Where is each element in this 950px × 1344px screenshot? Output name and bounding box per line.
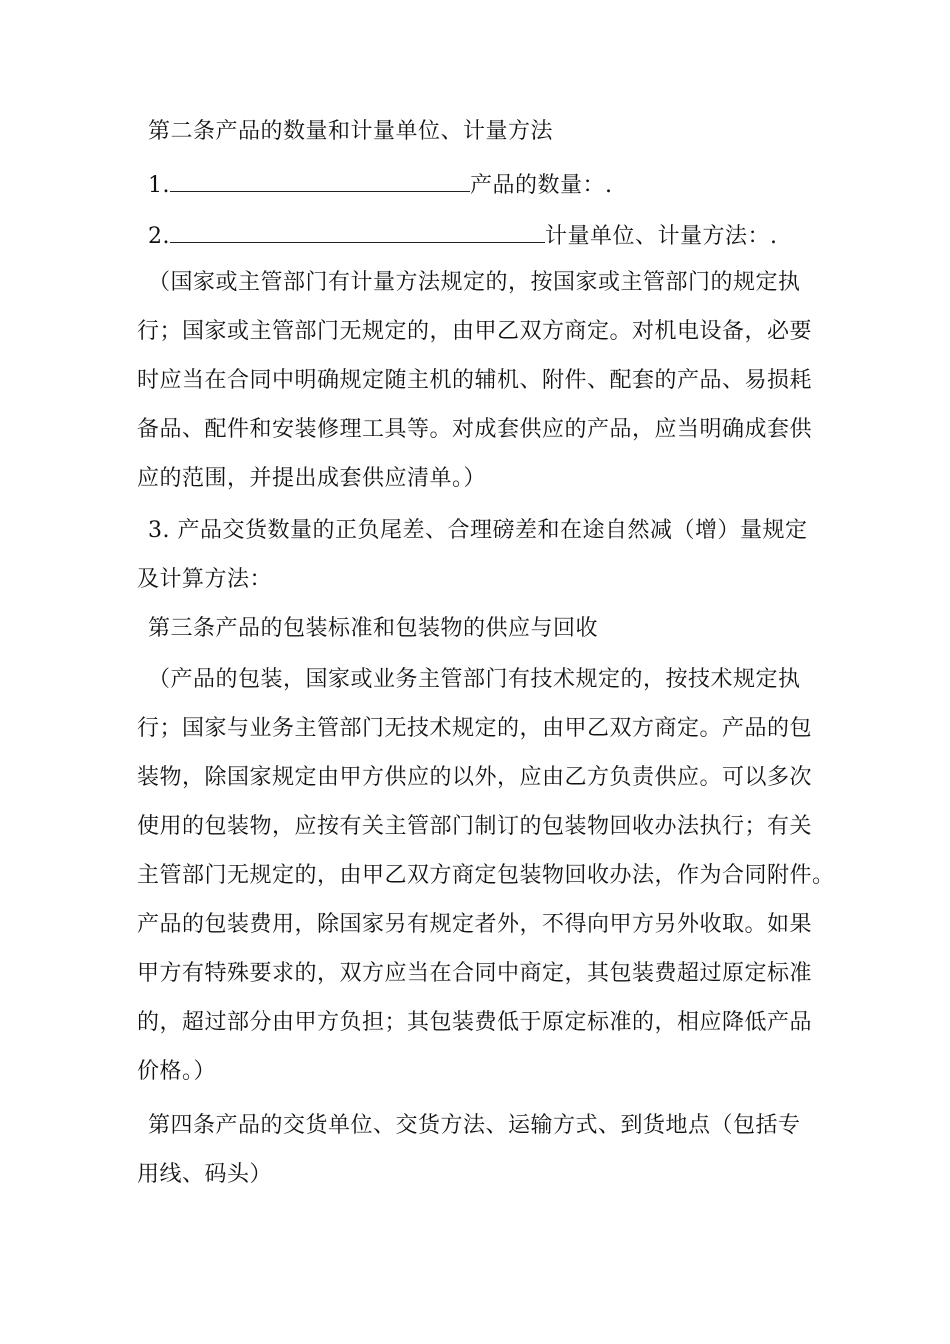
item-2-label: 计量单位、计量方法：. xyxy=(545,224,778,249)
note-2-line-4: 使用的包装物，应按有关主管部门制订的包装物回收办法执行；有关 xyxy=(137,814,813,839)
item-1-number: 1. xyxy=(148,173,170,198)
article-4-heading-line-2: 用线、码头） xyxy=(137,1162,273,1187)
note-2-line-5: 主管部门无规定的，由甲乙双方商定包装物回收办法，作为合同附件。 xyxy=(137,863,835,888)
unit-method-blank xyxy=(170,221,545,243)
note-1-line-2: 行；国家或主管部门无规定的，由甲乙双方商定。对机电设备，必要 xyxy=(137,319,813,344)
note-2-line-9: 价格。） xyxy=(137,1059,217,1084)
note-2-line-2: 行；国家与业务主管部门无技术规定的，由甲乙双方商定。产品的包 xyxy=(137,716,813,741)
note-2-line-8: 的，超过部分由甲方负担；其包装费低于原定标准的，相应降低产品 xyxy=(137,1010,813,1035)
note-2-line-1: （产品的包装，国家或业务主管部门有技术规定的，按技术规定执 xyxy=(148,667,801,692)
item-3-line-2: 及计算方法： xyxy=(137,567,273,592)
item-1-label: 产品的数量：. xyxy=(470,173,613,198)
item-1-row xyxy=(148,170,613,201)
quantity-blank xyxy=(170,170,470,192)
note-1-line-1: （国家或主管部门有计量方法规定的，按国家或主管部门的规定执 xyxy=(148,270,801,295)
article-3-heading: 第三条产品的包装标准和包装物的供应与回收 xyxy=(148,616,599,641)
item-2-number: 2. xyxy=(148,224,170,249)
note-2-line-6: 产品的包装费用，除国家另有规定者外，不得向甲方另外收取。如果 xyxy=(137,912,813,937)
note-2-line-7: 甲方有特殊要求的，双方应当在合同中商定，其包装费超过原定标准 xyxy=(137,961,813,986)
note-1-line-4: 备品、配件和安装修理工具等。对成套供应的产品，应当明确成套供 xyxy=(137,417,813,442)
item-2-row xyxy=(148,221,778,252)
item-3-line-1: 3. 产品交货数量的正负尾差、合理磅差和在途自然减（增）量规定 xyxy=(148,518,808,543)
note-1-line-5: 应的范围，并提出成套供应清单。） xyxy=(137,466,487,491)
note-2-line-3: 装物，除国家规定由甲方供应的以外，应由乙方负责供应。可以多次 xyxy=(137,765,813,790)
article-4-heading-line-1: 第四条产品的交货单位、交货方法、运输方式、到货地点（包括专 xyxy=(148,1113,801,1138)
article-2-heading: 第二条产品的数量和计量单位、计量方法 xyxy=(148,119,554,144)
note-1-line-3: 时应当在合同中明确规定随主机的辅机、附件、配套的产品、易损耗 xyxy=(137,368,813,393)
